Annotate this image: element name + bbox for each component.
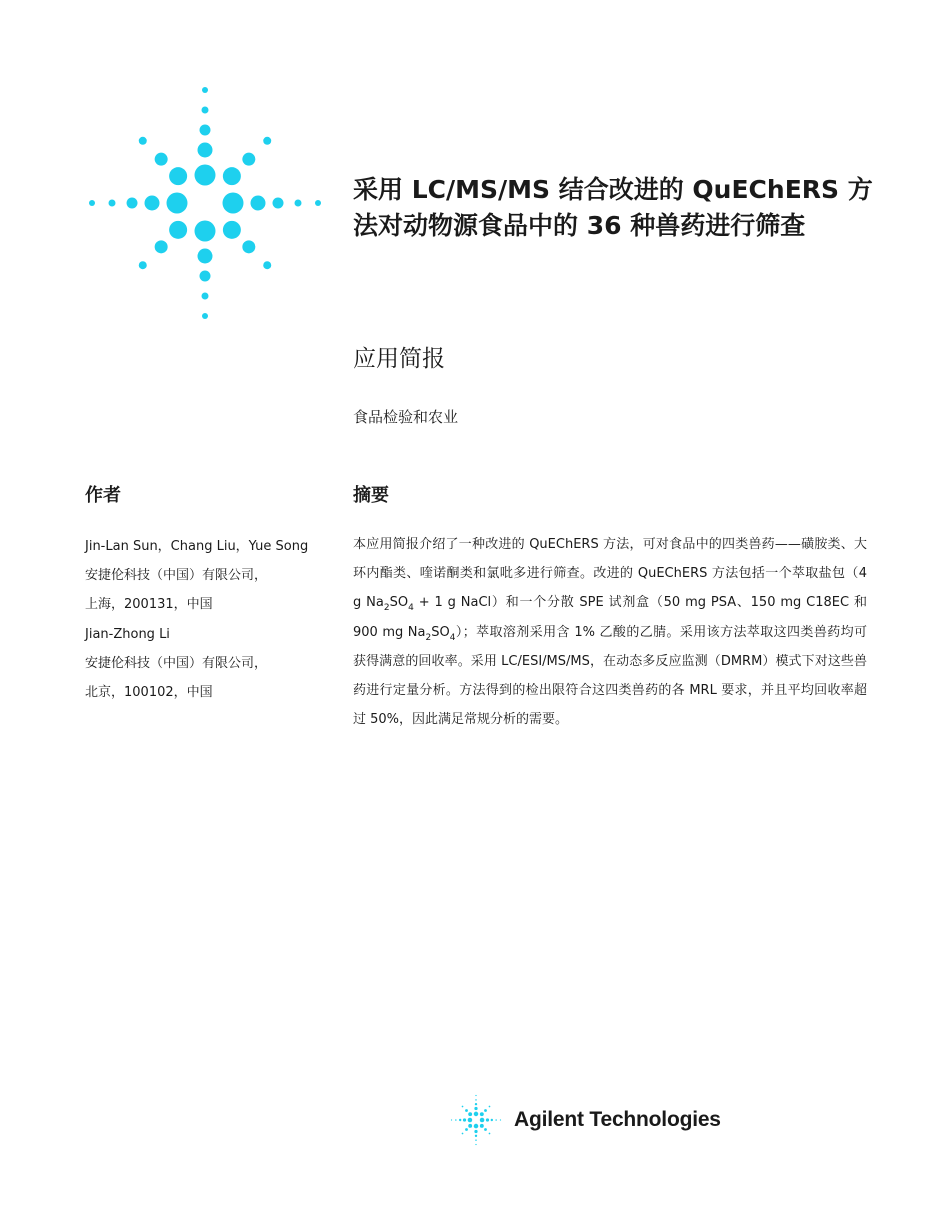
spark-dot — [489, 1106, 491, 1108]
title-line-2: 法对动物源食品中的 36 种兽药进行筛查 — [353, 211, 806, 240]
spark-dot — [468, 1112, 472, 1116]
spark-dot — [500, 1119, 501, 1120]
spark-dot — [223, 167, 241, 185]
spark-dot — [465, 1128, 468, 1131]
spark-dot — [273, 198, 284, 209]
abstract-text — [353, 530, 867, 734]
spark-dot — [200, 271, 211, 282]
spark-dot — [223, 221, 241, 239]
abstract-segment: 本应用简报介绍了一种改进的 QuEChERS 方法，可对食品中的四类兽药——磺胺类、大环内酯类、喹诺酮类和氯吡多进行筛查。改进的 QuEChERS 方法包括一个萃取盐包（4 g Na — [353, 537, 867, 611]
spark-dot — [474, 1107, 477, 1110]
agilent-spark-logo-icon — [85, 83, 325, 323]
spark-dot — [200, 125, 211, 136]
agilent-spark-small-icon — [450, 1094, 502, 1146]
subscript: 2 — [425, 632, 432, 643]
author-line: 北京，100102，中国 — [85, 685, 213, 701]
spark-dot — [462, 1106, 464, 1108]
spark-dot — [474, 1124, 479, 1129]
spark-dot — [251, 196, 266, 211]
spark-dot — [139, 137, 147, 145]
spark-dot — [491, 1119, 493, 1121]
spark-dot — [451, 1119, 452, 1120]
subscript: 2 — [383, 603, 390, 614]
spark-dot — [263, 137, 271, 145]
spark-dot — [455, 1119, 457, 1121]
spark-dot — [155, 153, 168, 166]
spark-dot — [315, 200, 321, 206]
spark-dot — [127, 198, 138, 209]
spark-dot — [89, 200, 95, 206]
authors-heading: 作者 — [85, 485, 121, 506]
spark-dot — [242, 240, 255, 253]
spark-dot — [475, 1135, 477, 1137]
spark-dot — [155, 240, 168, 253]
brand-name: Agilent Technologies — [514, 1108, 721, 1131]
abstract-heading: 摘要 — [353, 485, 389, 506]
spark-dot — [202, 107, 209, 114]
document-type: 应用简报 — [353, 346, 445, 372]
spark-dot — [202, 313, 208, 319]
page-title — [353, 172, 893, 244]
spark-dot — [169, 167, 187, 185]
spark-dot — [167, 193, 188, 214]
abstract-segment: SO — [389, 595, 409, 611]
spark-dot — [195, 165, 216, 186]
spark-dot — [295, 200, 302, 207]
spark-dot — [484, 1128, 487, 1131]
spark-dot — [463, 1118, 466, 1121]
category-label: 食品检验和农业 — [353, 408, 459, 426]
spark-dot — [198, 143, 213, 158]
spark-dot — [486, 1118, 489, 1121]
subscript: 4 — [449, 632, 456, 643]
spark-dot — [475, 1099, 477, 1101]
abstract-segment: SO — [431, 624, 450, 640]
spark-dot — [475, 1144, 476, 1145]
author-line: Jin-Lan Sun，Chang Liu，Yue Song — [85, 539, 309, 554]
spark-dot — [475, 1095, 476, 1096]
spark-dot — [198, 249, 213, 264]
spark-dot — [465, 1109, 468, 1112]
spark-dot — [489, 1133, 491, 1135]
authors-block — [85, 532, 325, 707]
spark-dot — [109, 200, 116, 207]
spark-dot — [475, 1139, 477, 1141]
spark-dot — [459, 1119, 461, 1121]
spark-dot — [263, 261, 271, 269]
abstract-segment: + 1 g NaCl）和一个分散 SPE 试剂盒（50 mg PSA、150 mg C18EC 和 900 mg Na — [353, 595, 867, 640]
spark-dot — [474, 1112, 479, 1117]
author-line: 上海，200131，中国 — [85, 597, 213, 613]
spark-dot — [484, 1109, 487, 1112]
abstract-segment: ）；萃取溶剂采用含 1% 乙酸的乙腈。采用该方法萃取这四类兽药均可获得满意的回收率。采用 LC/ESI/MS/MS，在动态多反应监测（DMRM）模式下对这些兽药进行定量分析。方法得到的检出限符合这四类兽药的各 MRL 要求，并且平均回收率超过 50%，因此满足常规分析的需要。 — [353, 624, 868, 728]
spark-dot — [223, 193, 244, 214]
spark-dot — [242, 153, 255, 166]
author-line: 安捷伦科技（中国）有限公司， — [85, 655, 268, 671]
spark-dot — [480, 1124, 484, 1128]
spark-dot — [480, 1112, 484, 1116]
spark-dot — [139, 261, 147, 269]
spark-dot — [145, 196, 160, 211]
spark-dot — [480, 1118, 485, 1123]
subscript: 4 — [408, 603, 414, 614]
spark-dot — [475, 1103, 477, 1105]
spark-dot — [474, 1130, 477, 1133]
spark-dot — [468, 1118, 473, 1123]
spark-dot — [195, 221, 216, 242]
author-line: Jian-Zhong Li — [85, 626, 170, 642]
spark-dot — [468, 1124, 472, 1128]
title-line-1: 采用 LC/MS/MS 结合改进的 QuEChERS 方 — [353, 175, 873, 204]
spark-dot — [202, 87, 208, 93]
spark-dot — [169, 221, 187, 239]
author-line: 安捷伦科技（中国）有限公司， — [85, 568, 268, 584]
spark-dot — [495, 1119, 497, 1121]
spark-dot — [202, 293, 209, 300]
spark-dot — [462, 1133, 464, 1135]
